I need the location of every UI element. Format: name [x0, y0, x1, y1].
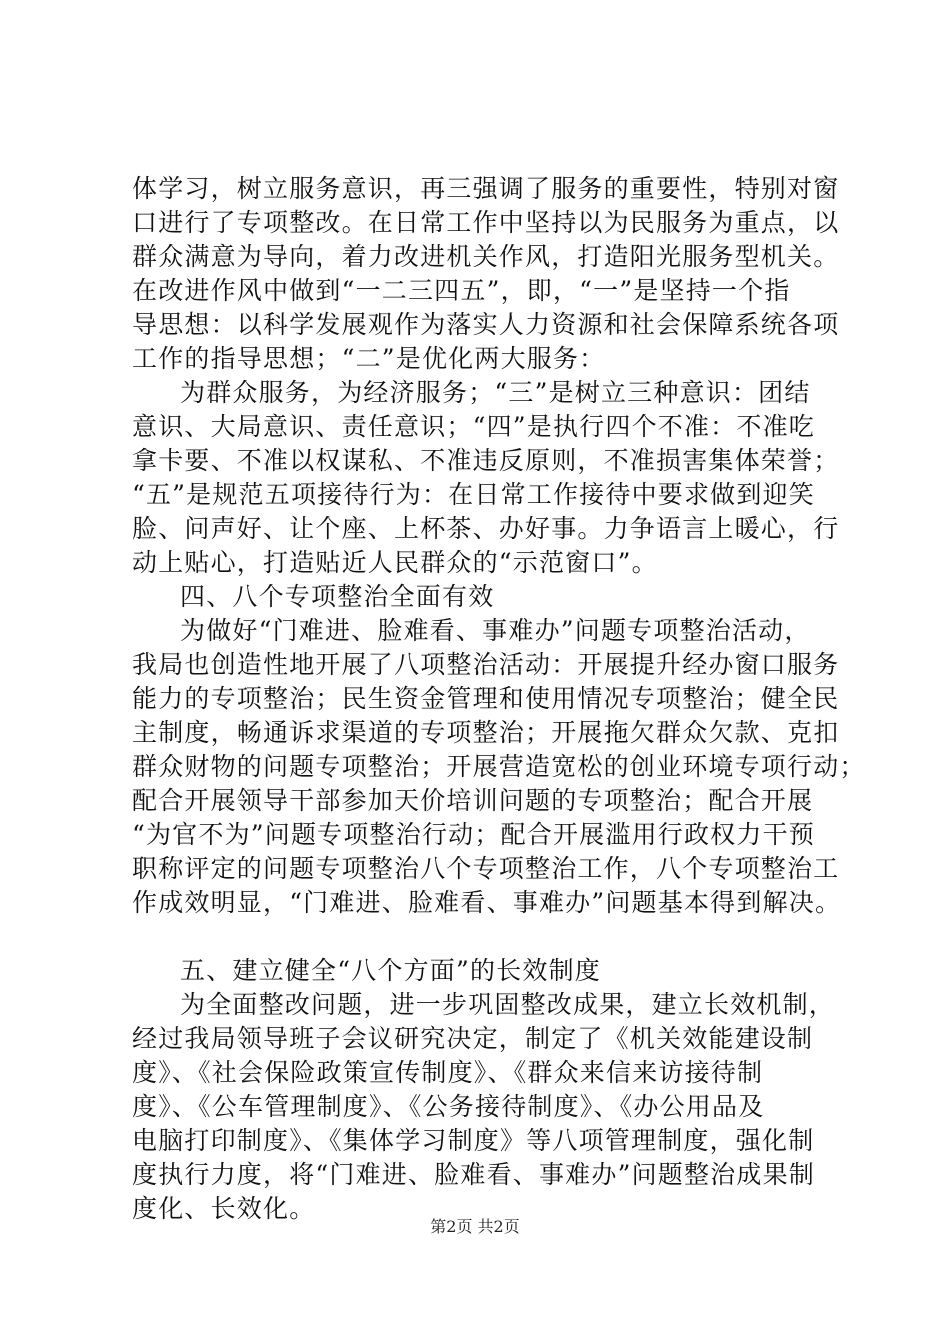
paragraph-line: 导思想：以科学发展观作为落实人力资源和社会保障系统各项: [132, 310, 840, 339]
paragraph-line: “五”是规范五项接待行为：在日常工作接待中要求做到迎笑: [132, 480, 815, 509]
paragraph-line: 作成效明显，“门难进、脸难看、事难办”问题基本得到解决。: [132, 888, 842, 917]
paragraph-line: 度》、《公车管理制度》、《公务接待制度》、《办公用品及: [132, 1092, 765, 1121]
paragraph-line: 群众满意为导向，着力改进机关作风，打造阳光服务型机关。: [132, 242, 840, 271]
paragraph-line: 为全面整改问题，进一步巩固整改成果，建立长效机制，: [180, 990, 836, 1019]
paragraph-line: 动上贴心，打造贴近人民群众的“示范窗口”。: [132, 548, 658, 577]
paragraph-line: 配合开展领导干部参加天价培训问题的专项整治；配合开展: [132, 786, 814, 815]
page-number-footer: 第2页 共2页: [430, 1217, 520, 1236]
paragraph-line: 脸、问声好、让个座、上杯茶、办好事。力争语言上暖心，行: [132, 514, 840, 543]
paragraph-line: 度》、《社会保险政策宣传制度》、《群众来信来访接待制: [132, 1058, 764, 1087]
paragraph-line: 我局也创造性地开展了八项整治活动：开展提升经办窗口服务: [132, 650, 840, 679]
paragraph-line: 群众财物的问题专项整治；开展营造宽松的创业环境专项行动；: [132, 752, 866, 781]
paragraph-line: 在改进作风中做到“一二三四五”，即，“一”是坚持一个指: [132, 276, 791, 305]
paragraph-line: 工作的指导思想；“二”是优化两大服务：: [132, 344, 606, 373]
paragraph-line: 口进行了专项整改。在日常工作中坚持以为民服务为重点，以: [132, 208, 840, 237]
paragraph-line: 体学习，树立服务意识，再三强调了服务的重要性，特别对窗: [132, 174, 840, 203]
paragraph-line: 为做好“门难进、脸难看、事难办”问题专项整治活动，: [180, 616, 811, 645]
section-heading: 四、八个专项整治全面有效: [180, 582, 495, 611]
paragraph-line: “为官不为”问题专项整治行动；配合开展滥用行政权力干预: [132, 820, 815, 849]
paragraph-line: 为群众服务，为经济服务；“三”是树立三种意识：团结: [180, 378, 811, 407]
paragraph-line: 度执行力度，将“门难进、脸难看、事难办”问题整治成果制: [132, 1160, 815, 1189]
paragraph-line: 电脑打印制度》、《集体学习制度》等八项管理制度，强化制: [132, 1126, 815, 1155]
paragraph-line: 经过我局领导班子会议研究决定，制定了《机关效能建设制: [132, 1024, 814, 1053]
paragraph-line: 度化、长效化。: [132, 1194, 316, 1223]
paragraph-line: 职称评定的问题专项整治八个专项整治工作，八个专项整治工: [132, 854, 840, 883]
paragraph-line: 拿卡要、不准以权谋私、不准违反原则，不准损害集体荣誉；: [132, 446, 840, 475]
section-heading: 五、建立健全“八个方面”的长效制度: [180, 956, 601, 985]
paragraph-line: 能力的专项整治；民生资金管理和使用情况专项整治；健全民: [132, 684, 840, 713]
paragraph-line: 主制度，畅通诉求渠道的专项整治；开展拖欠群众欠款、克扣: [132, 718, 840, 747]
paragraph-line: 意识、大局意识、责任意识；“四”是执行四个不准：不准吃: [132, 412, 815, 441]
